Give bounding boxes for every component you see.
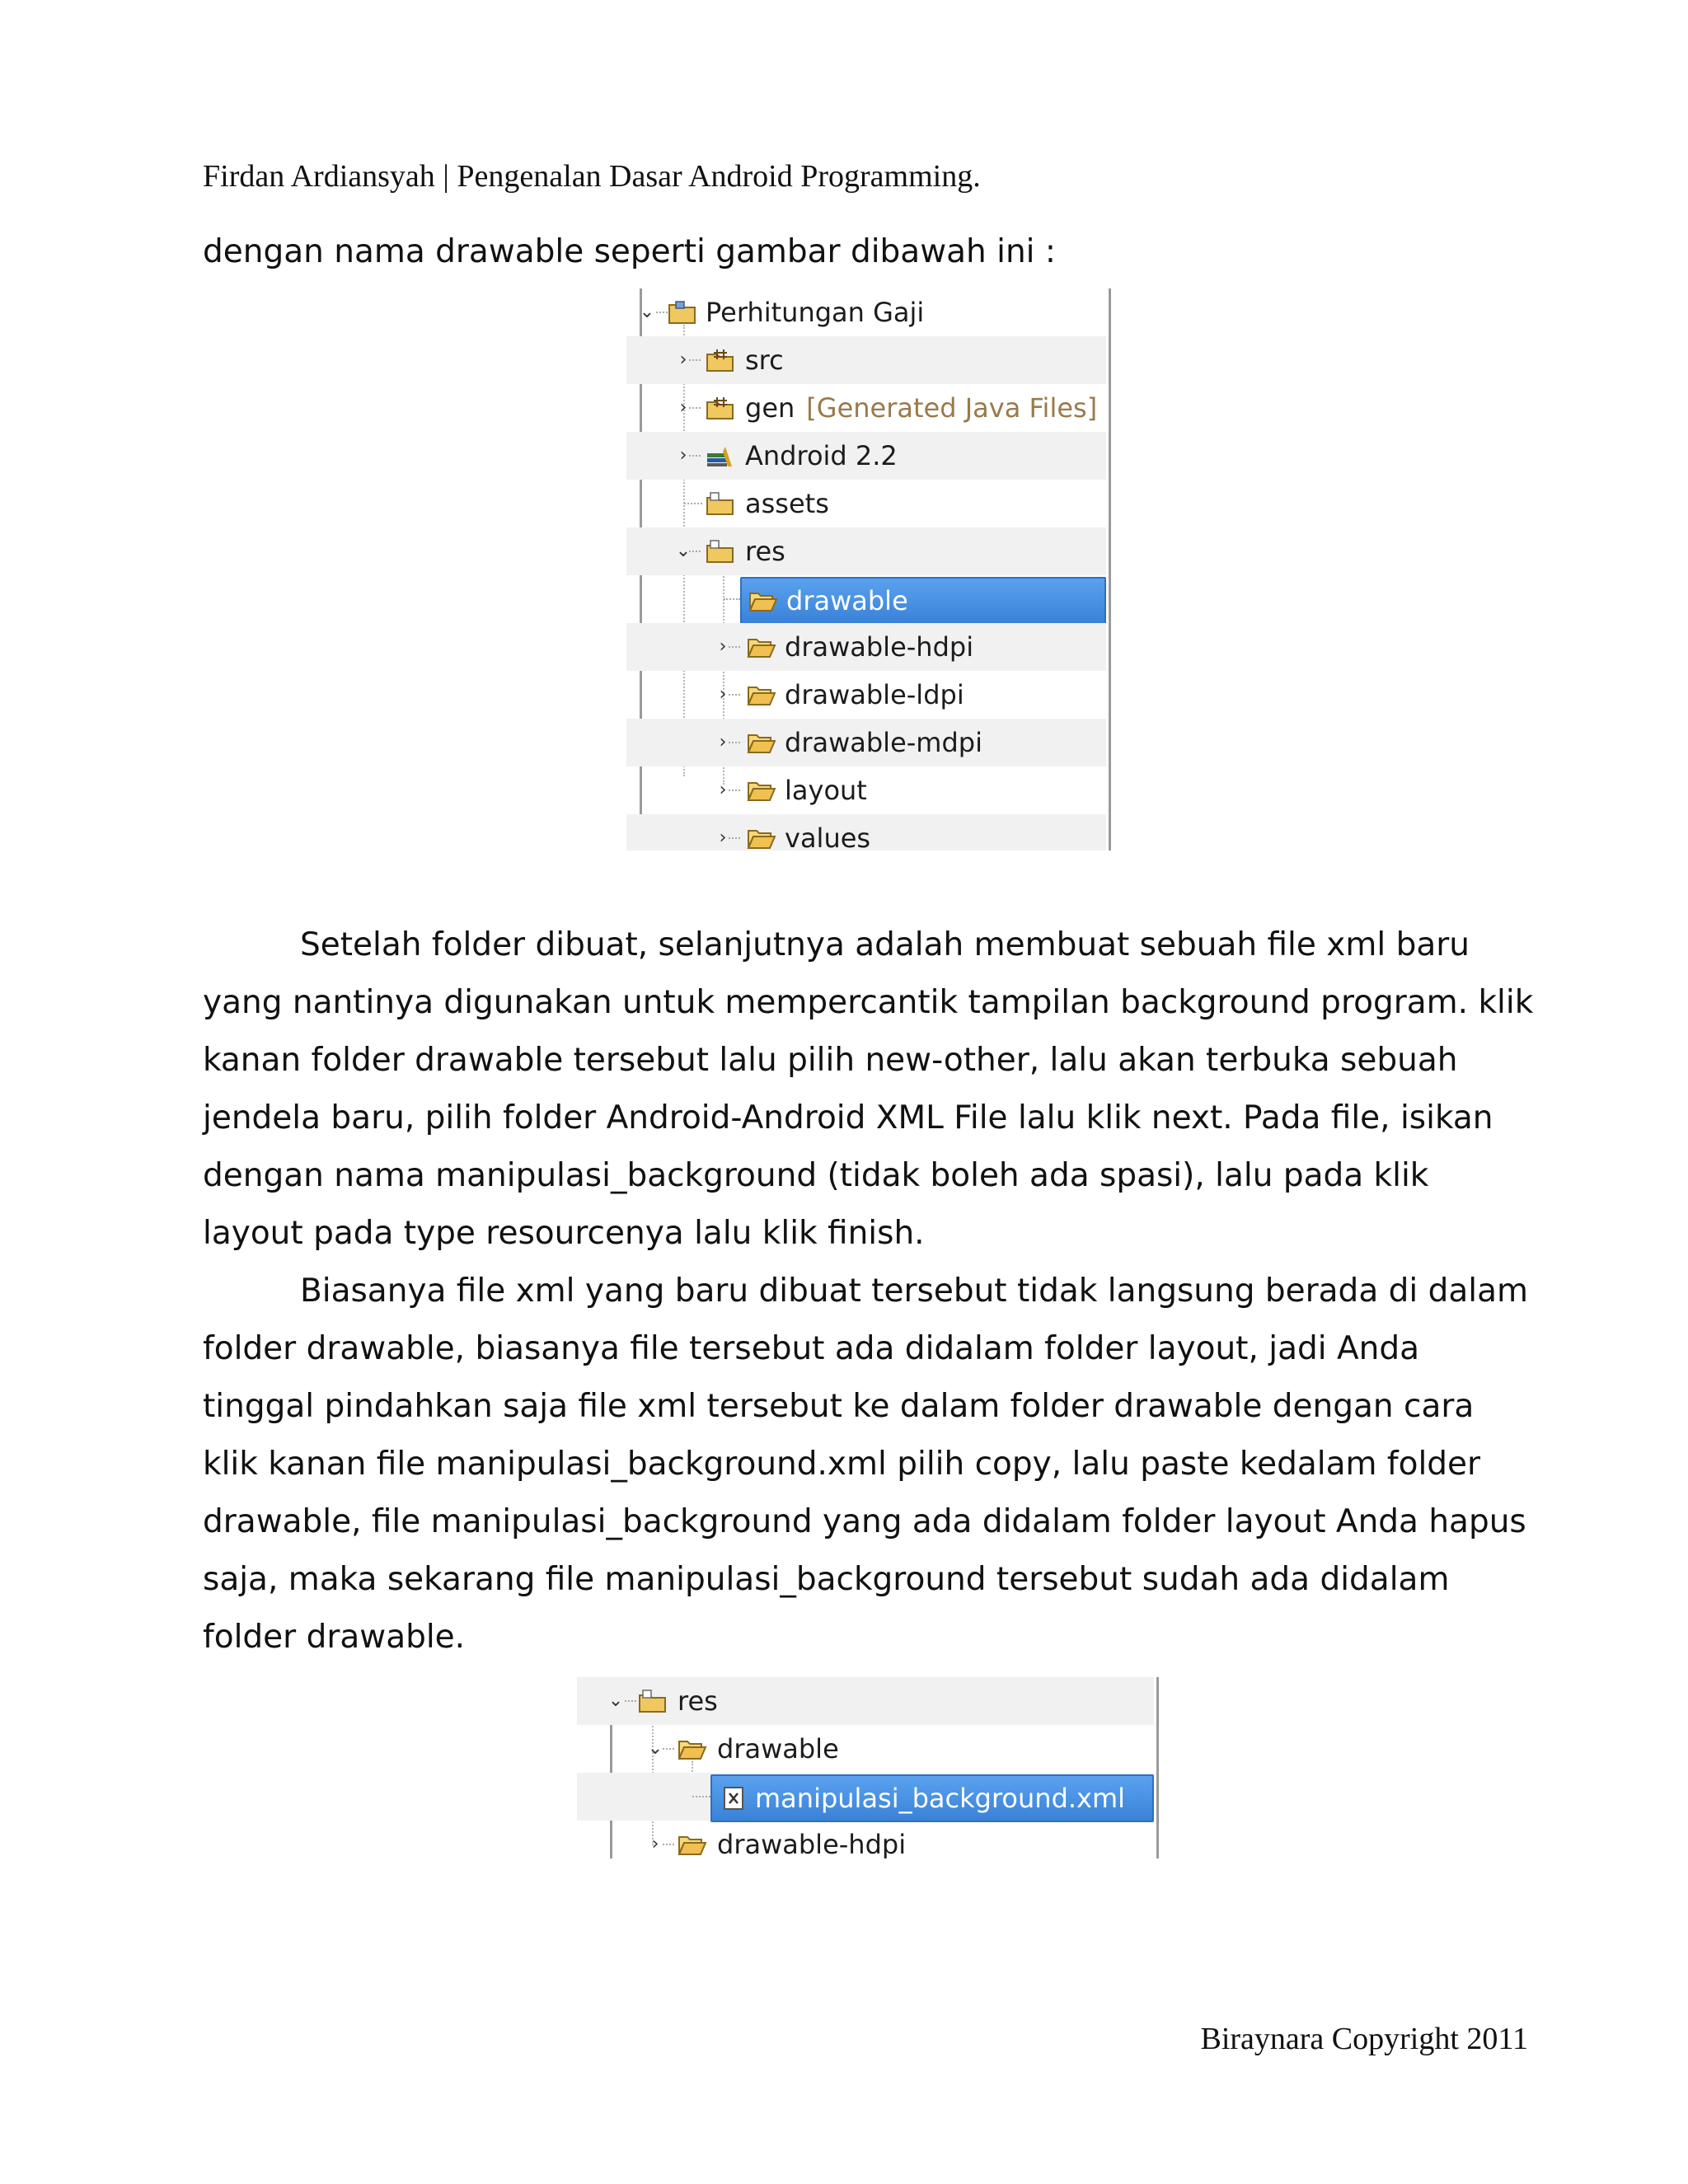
chevron-down-icon[interactable]: ⌄: [639, 302, 655, 322]
chevron-right-icon[interactable]: ›: [719, 780, 727, 800]
tree-item-label: drawable-hdpi: [717, 1829, 907, 1858]
tree-item-label: res: [745, 536, 785, 567]
folder-open-icon: [678, 1832, 707, 1857]
folder-open-icon: [748, 588, 778, 613]
folder-open-icon: [747, 730, 776, 755]
tree-item-label: manipulasi_background.xml: [755, 1783, 1126, 1814]
paragraph-2: Biasanya file xml yang baru dibuat tersebut tidak langsung berada di dalam folder drawable, biasanya file tersebut ada didalam folder layout, jadi Anda tinggal pindahkan saja file xml tersebut ke dalam folder drawable dengan cara klik kanan file manipulasi_background.xml pilih copy, lalu paste kedalam folder drawable, file manipulasi_background yang ada didalam folder layout Anda hapus saja, maka sekarang file manipulasi_background tersebut sudah ada didalam folder drawable.: [203, 1272, 1528, 1656]
tree-item-layout[interactable]: [626, 766, 1106, 814]
body-text: [203, 916, 1538, 1666]
selection-highlight: [710, 1774, 1154, 1822]
folder-open-icon: [747, 635, 776, 659]
tree-item-label: drawable: [717, 1733, 839, 1765]
tree-item-label: gen: [745, 392, 795, 424]
tree-item-gen[interactable]: [626, 384, 1106, 432]
tree-item-label: assets: [745, 488, 829, 519]
intro-line: dengan nama drawable seperti gambar dibawah ini :: [203, 233, 1057, 270]
xml-file-icon: [722, 1786, 745, 1811]
source-folder-icon: [706, 348, 735, 373]
library-icon: [706, 443, 735, 468]
tree-item-annotation: [Generated Java Files]: [806, 392, 1098, 424]
chevron-down-icon[interactable]: ⌄: [675, 541, 692, 561]
tree-item-drawable-mdpi[interactable]: [626, 719, 1106, 766]
tree-item-values[interactable]: [626, 814, 1106, 851]
tree-item-drawable-hdpi[interactable]: [577, 1821, 1154, 1858]
chevron-right-icon[interactable]: ›: [719, 684, 727, 705]
tree-item-label: layout: [785, 775, 867, 806]
project-tree-screenshot: [626, 288, 1111, 851]
chevron-right-icon[interactable]: ›: [651, 1834, 659, 1854]
tree-item-xml-file[interactable]: [577, 1773, 1154, 1821]
tree-item-label: drawable-hdpi: [785, 631, 974, 663]
tree-item-label: src: [745, 344, 784, 376]
tree-item-label: res: [678, 1685, 718, 1717]
folder-open-icon: [678, 1736, 707, 1761]
chevron-down-icon[interactable]: ⌄: [607, 1690, 624, 1711]
selection-highlight: [740, 577, 1106, 625]
chevron-right-icon[interactable]: ›: [719, 827, 727, 848]
folder-icon: [706, 491, 735, 516]
folder-open-icon: [747, 682, 776, 707]
folder-open-icon: [747, 778, 776, 803]
tree-item-drawable[interactable]: [577, 1725, 1154, 1773]
project-folder-icon: [668, 300, 697, 325]
resource-folder-icon: [706, 539, 735, 564]
tree-item-label: Android 2.2: [745, 440, 898, 471]
resource-folder-icon: [638, 1689, 668, 1713]
tree-item-label: Perhitungan Gaji: [706, 297, 925, 328]
tree-item-drawable-ldpi[interactable]: [626, 671, 1106, 719]
generated-folder-icon: [706, 396, 735, 420]
chevron-right-icon[interactable]: ›: [679, 349, 687, 370]
folder-open-icon: [747, 826, 776, 851]
tree-item-res[interactable]: [626, 527, 1106, 575]
tree-item-drawable-hdpi[interactable]: [626, 623, 1106, 671]
chevron-right-icon[interactable]: ›: [719, 732, 727, 752]
tree-border: [1156, 1677, 1159, 1858]
tree-item-label: drawable-ldpi: [785, 679, 964, 710]
tree-item-res[interactable]: [577, 1677, 1154, 1725]
tree-item-assets[interactable]: [626, 480, 1106, 527]
tree-item-label: drawable-mdpi: [785, 727, 982, 758]
tree-item-label: drawable: [786, 585, 908, 616]
tree-item-src[interactable]: [626, 336, 1106, 384]
paragraph-1: Setelah folder dibuat, selanjutnya adalah membuat sebuah file xml baru yang nantinya digunakan untuk mempercantik tampilan background program. klik kanan folder drawable tersebut lalu pilih new-other, lalu akan terbuka sebuah jendela baru, pilih folder Android-Android XML File lalu klik next. Pada file, isikan dengan nama manipulasi_background (tidak boleh ada spasi), lalu pada klik layout pada type resourcenya lalu klik finish.: [203, 926, 1534, 1252]
chevron-down-icon[interactable]: ⌄: [647, 1738, 663, 1759]
tree-item-root[interactable]: [626, 288, 1106, 336]
page-footer: Biraynara Copyright 2011: [1200, 2022, 1528, 2056]
chevron-right-icon[interactable]: ›: [719, 636, 727, 657]
chevron-right-icon[interactable]: ›: [679, 445, 687, 466]
tree-item-drawable[interactable]: [626, 575, 1106, 623]
page-header: Firdan Ardiansyah | Pengenalan Dasar Android Programming.: [203, 159, 981, 194]
chevron-right-icon[interactable]: ›: [679, 397, 687, 418]
tree-item-android-library[interactable]: [626, 432, 1106, 480]
res-tree-screenshot: [577, 1677, 1159, 1858]
tree-border: [1109, 288, 1111, 851]
tree-item-label: values: [785, 823, 871, 851]
